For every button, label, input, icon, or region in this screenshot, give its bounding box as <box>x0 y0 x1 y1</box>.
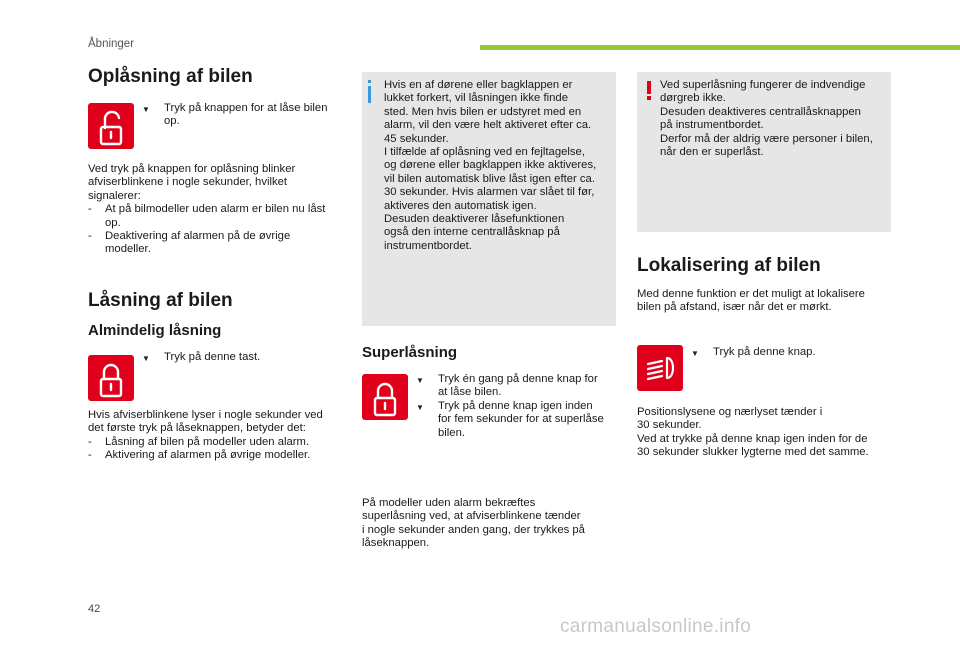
unlock-bullets <box>142 102 327 129</box>
lock-padlock-icon <box>362 374 408 420</box>
headlight-icon <box>637 345 683 391</box>
arrow-bullet-icon: ▼ <box>691 349 699 358</box>
heading-superlock: Superlåsning <box>362 344 458 361</box>
list-item: - At på bilmodeller uden alarm er bilen nu låst <box>88 203 326 216</box>
lock-description: Hvis afviserblinkene lyser i nogle sekunder ved det første tryk på låseknappen, betyder det: - Låsning af bilen på modeller uden alarm. - Aktivering af alarmen på øvrige modeller. <box>88 409 323 462</box>
page-number: 42 <box>88 603 101 615</box>
subheading-normal-lock: Almindelig låsning <box>88 322 222 339</box>
bullet-item: ▼ Tryk på denne tast. <box>142 351 260 364</box>
arrow-bullet-icon: ▼ <box>142 105 150 114</box>
section-accent-bar <box>480 45 960 50</box>
list-item: - Deaktivering af alarmen på de øvrige <box>88 230 291 243</box>
heading-lock: Låsning af bilen <box>88 290 233 311</box>
info-icon <box>368 86 371 103</box>
warning-icon <box>647 81 651 94</box>
unlock-padlock-icon <box>88 103 134 149</box>
superlock-description: På modeller uden alarm bekræftes superlåsning ved, at afviserblinkene tænder i nogle sekunder anden gang, der trykkes på låseknappen. <box>362 497 585 550</box>
heading-unlock: Oplåsning af bilen <box>88 66 253 87</box>
bullet-item: ▼ Tryk én gang på denne knap for at låse bilen. <box>416 373 598 399</box>
bullet-item: ▼ Tryk på knappen for at låse bilen op. <box>142 102 328 128</box>
bullet-item: ▼ Tryk på denne knap. <box>691 346 816 359</box>
lock-padlock-icon <box>88 355 134 401</box>
arrow-bullet-icon: ▼ <box>142 354 150 363</box>
superlock-bullets <box>416 373 604 440</box>
bullet-item: ▼ Tryk på denne knap igen inden for fem sekunder for at superlåse bilen. <box>416 399 604 439</box>
info-note-text: Hvis en af dørene eller bagklappen er lukket forkert, vil låsningen ikke finde sted. Men hvis bilen er udstyret med en alarm, vil den være helt aktiveret efter ca. 45 sekunder. I tilfælde af oplåsning ved en fejltagelse, og dørene eller bagklappen ikke aktiveres, vil bilen automatisk blive låst igen efter ca. 30 sekunder. Hvis alarmen var slået til før, aktiveres den automatisk igen. Desuden deaktiverer låsefunktionen også den interne centrallåsknap på instrumentbordet. <box>384 79 597 252</box>
section-title: Åbninger <box>88 38 135 50</box>
warning-note-text: Ved superlåsning fungerer de indvendige dørgreb ikke. Desuden deaktiveres centrallåsknappen på instrumentbordet. Derfor må der aldrig være personer i bilen, når den er superlåst. <box>660 79 873 159</box>
heading-locate: Lokalisering af bilen <box>637 255 821 276</box>
watermark: carmanualsonline.info <box>560 616 752 637</box>
lock-bullets <box>142 351 260 364</box>
arrow-bullet-icon: ▼ <box>416 402 424 412</box>
unlock-description: Ved tryk på knappen for oplåsning blinker afviserblinkene i nogle sekunder, hvilket signalerer: - At på bilmodeller uden alarm er bilen nu låst op. - Deaktivering af alarmen på de øvrige modeller. <box>88 163 326 256</box>
list-item: - Låsning af bilen på modeller uden alarm. <box>88 435 310 448</box>
locate-bullets <box>691 346 816 359</box>
arrow-bullet-icon: ▼ <box>416 376 424 385</box>
locate-intro: Med denne funktion er det muligt at lokalisere bilen på afstand, især når det er mørkt. <box>637 288 865 314</box>
list-item: - Aktivering af alarmen på øvrige modeller. <box>88 449 311 462</box>
locate-description: Positionslysene og nærlyset tænder i 30 sekunder. Ved at trykke på denne knap igen inden for de 30 sekunder slukker lygterne med det samme. <box>637 406 869 459</box>
